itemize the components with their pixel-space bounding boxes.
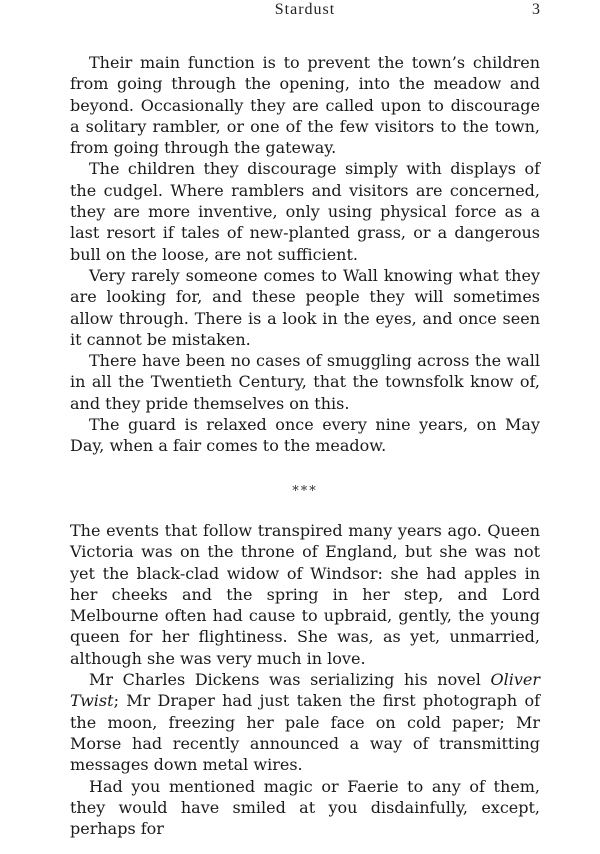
paragraph (70, 669, 540, 775)
paragraph-text: ; Mr Draper had just taken the first photograph of the moon, freezing her pale face on cold paper; Mr Morse had recently announced a way of transmitting messages down metal wires. (70, 691, 540, 775)
paragraph: Very rarely someone comes to Wall knowing what they are looking for, and these people they will sometimes allow through. There is a look in the eyes, and once seen it cannot be mistaken. (70, 265, 540, 349)
book-title: Stardust (274, 1, 336, 18)
page-number: 3 (532, 1, 540, 18)
section-two-text (70, 520, 540, 839)
section-one-text (70, 52, 540, 457)
paragraph: The children they discourage simply with displays of the cudgel. Where ramblers and visitors are concerned, they are more inventive, only using physical force as a last resort if tales of new-planted grass, or a dangerous bull on the loose, are not sufficient. (70, 159, 540, 264)
section-break: *** (292, 484, 318, 499)
paragraph: Had you mentioned magic or Faerie to any of them, they would have smiled at you disdainfully, except, perhaps for (70, 776, 540, 839)
paragraph-text: Mr Charles Dickens was serializing his novel (89, 670, 491, 690)
paragraph: The events that follow transpired many years ago. Queen Victoria was on the throne of England, but she was not yet the black-clad widow of Windsor: she had apples in her cheeks and the spring in her step, and Lord Melbourne often had cause to upbraid, gently, the young queen for her flightiness. She was, as yet, unmarried, although she was very much in love. (70, 521, 540, 668)
running-head (70, 0, 540, 24)
paragraph: The guard is relaxed once every nine years, on May Day, when a fair comes to the meadow. (70, 415, 540, 456)
paragraph: There have been no cases of smuggling across the wall in all the Twentieth Century, that the townsfolk know of, and they pride themselves on this. (70, 351, 540, 413)
novel-title: Oliver Twist (70, 670, 540, 711)
paragraph: Their main function is to prevent the town’s children from going through the opening, into the meadow and beyond. Occasionally they are called upon to discourage a solitary rambler, or one of the few visitors to the town, from going through the gateway. (70, 53, 540, 158)
